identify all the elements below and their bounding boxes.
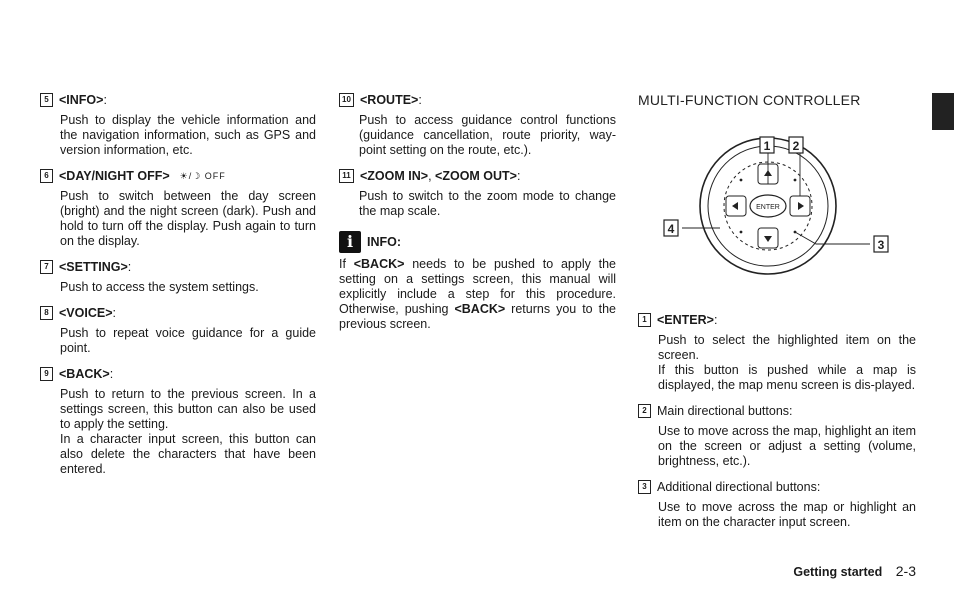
item-main-directional [638,403,916,469]
item-heading [638,403,916,419]
item-number: 11 [339,169,354,183]
item-number: 5 [40,93,53,107]
controller-diagram [638,124,916,294]
item-number: 6 [40,169,53,183]
item-heading: 11 <ZOOM IN>, <ZOOM OUT>: [339,168,616,184]
page-number: 2-3 [895,563,916,579]
item-description: Push to return to the previous screen. In a settings screen, this button can also be used to apply the setting. In a character input screen, this button can also delete the characters that have been entered. [60,387,316,476]
item-additional-directional [638,479,916,530]
left-column [40,92,316,477]
item-description: Push to repeat voice guidance for a guide point. [60,326,316,355]
info-text: If <BACK> needs to be pushed to apply the setting on a settings screen, this manual will explicitly include a step for this procedure. Otherwise, pushing <BACK> returns you to the previous screen. [339,257,617,331]
diag-dot [740,179,743,182]
item-heading: 7 <SETTING>: [40,259,316,275]
right-column [638,92,916,530]
item-number: 8 [40,306,53,320]
multi-function-controller-illustration [638,124,916,294]
item-number: 10 [339,93,354,107]
item-heading [638,479,916,495]
item-label: Additional directional buttons: [657,480,821,494]
item-description: Use to move across the map or highlight an item on the character input screen. [658,500,916,529]
item-description: Push to select the highlighted item on the screen. If this button is pushed while a map is displayed, the map menu screen is dis-played. [658,333,916,392]
item-heading: 5 <INFO>: [40,92,316,108]
item-number: 1 [638,313,651,327]
item-label: <ROUTE> [360,93,419,107]
item-description: Use to move across the map, highlight an item on the screen or adjust a setting (volume, brightness, etc.). [658,424,916,468]
callout-4: 4 [667,222,675,236]
item-description: Push to display the vehicle information and the navigation information, such as GPS and version information, etc. [60,113,316,157]
info-icon: i [339,231,361,253]
diag-dot [794,179,797,182]
diag-dot [740,231,743,234]
callout-3: 3 [877,238,885,252]
section-title: MULTI-FUNCTION CONTROLLER [638,92,861,108]
info-note [339,231,616,332]
chapter-tab [932,93,954,130]
item-label: <INFO> [59,93,104,107]
item-heading [40,168,316,184]
page-footer [793,563,916,579]
callout-2: 2 [792,139,800,153]
item-label-2: <ZOOM OUT> [435,169,517,183]
item-label: <ENTER> [657,313,714,327]
item-heading: 10 <ROUTE>: [339,92,616,108]
item-info [40,92,316,158]
item-label: <VOICE> [59,306,113,320]
item-voice [40,305,316,356]
item-number: 7 [40,260,53,274]
info-title: INFO: [367,235,402,249]
item-back [40,366,316,477]
item-label: <SETTING> [59,260,128,274]
item-description: Push to access guidance control functions (guidance cancellation, route priority, way-point setting on the route, etc.). [359,113,616,157]
info-heading [339,231,616,253]
item-heading: 8 <VOICE>: [40,305,316,321]
item-setting [40,259,316,295]
item-number: 9 [40,367,53,381]
item-label: <BACK> [59,367,110,381]
item-description: Push to access the system settings. [60,280,259,294]
item-number: 3 [638,480,651,494]
footer-section: Getting started [793,565,883,579]
item-enter [638,312,916,393]
item-label: <ZOOM IN> [360,169,429,183]
item-description: Push to switch between the day screen (bright) and the night screen (dark). Push and hold to turn off the display. Push again to turn on the display. [60,189,316,248]
day-night-icon: ☀/☽ OFF [179,171,226,181]
item-heading: 9 <BACK>: [40,366,316,382]
item-day-night [40,168,316,249]
item-heading: 1 <ENTER>: [638,312,916,328]
item-number: 2 [638,404,651,418]
item-label: <DAY/NIGHT OFF> [59,169,170,183]
item-description: Push to switch to the zoom mode to change the map scale. [359,189,616,218]
callout-1: 1 [763,139,771,153]
middle-column [339,92,616,332]
item-zoom [339,168,616,219]
enter-label: ENTER [756,204,780,211]
item-route [339,92,616,158]
item-label: Main directional buttons: [657,404,793,418]
